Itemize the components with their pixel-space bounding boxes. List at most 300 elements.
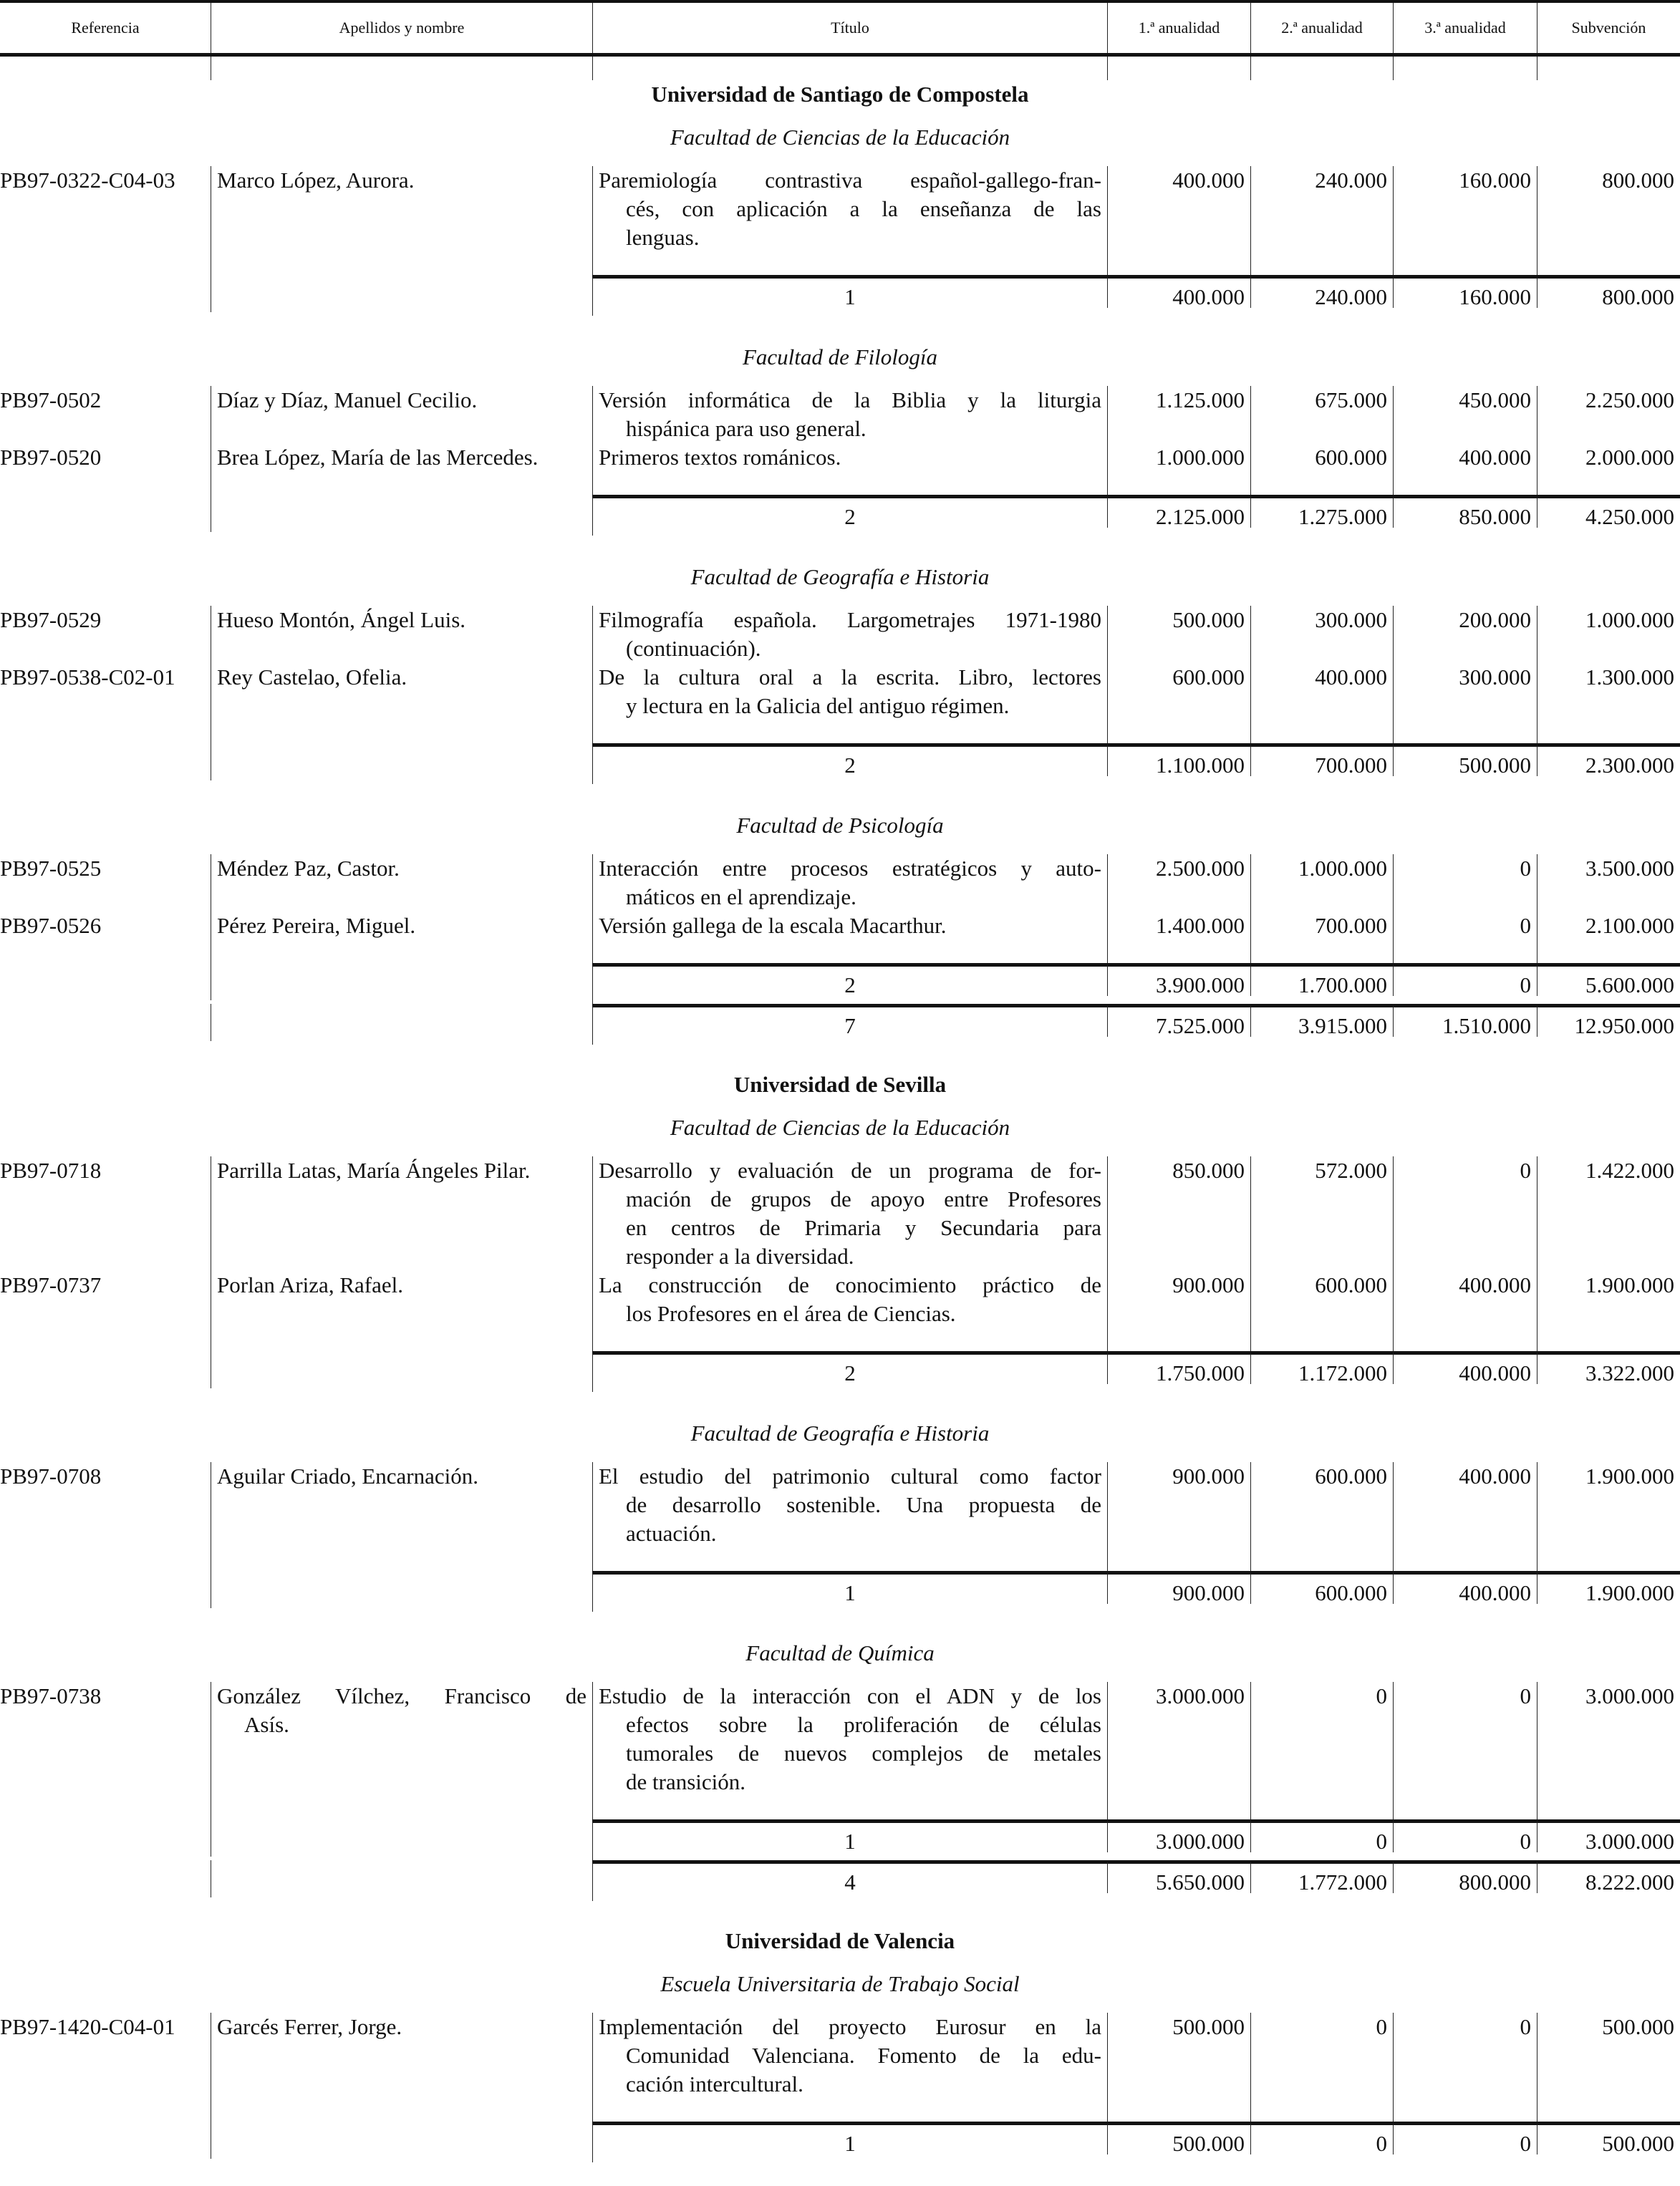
faculty-subtotal-count: 1 <box>592 275 1107 316</box>
empty-cell <box>211 963 592 1000</box>
reference-cell: PB97-0737 <box>0 1272 102 1297</box>
amount-sub: 2.000.000 <box>1537 443 1680 472</box>
name-cell <box>211 663 592 720</box>
faculty-subtotal <box>0 275 1680 316</box>
university-total-a3: 800.000 <box>1393 1860 1537 1893</box>
reference-cell: PB97-0525 <box>0 856 102 881</box>
name-cell <box>211 854 592 911</box>
empty-cell <box>211 720 592 743</box>
university-total-a2: 1.772.000 <box>1250 1860 1393 1893</box>
name-line: Asís. <box>244 1712 289 1737</box>
name-line: Parrilla Latas, María Ángeles Pilar. <box>217 1158 531 1183</box>
empty-cell <box>1250 940 1393 963</box>
title-line: cación intercultural. <box>626 2071 803 2096</box>
faculty-subtotal-a3: 0 <box>1393 2122 1537 2154</box>
empty-cell <box>592 1328 1107 1351</box>
title-line: los Profesores en el área de Ciencias. <box>626 1301 956 1326</box>
header-subvencion: Subvención <box>1537 3 1680 53</box>
title-cell <box>592 386 1107 443</box>
amount-a1: 500.000 <box>1107 2013 1250 2099</box>
faculty-subtotal-count: 2 <box>592 743 1107 784</box>
empty-cell <box>592 2099 1107 2122</box>
title-cell <box>592 854 1107 911</box>
title-cell <box>592 663 1107 720</box>
faculty-subtotal-sub: 2.300.000 <box>1537 743 1680 776</box>
title-line: Filmografía española. Largometrajes 1971-1980 <box>599 607 1101 632</box>
university-total-count: 7 <box>592 1004 1107 1045</box>
amount-a1: 850.000 <box>1107 1156 1250 1271</box>
faculty-subtotal-a1: 500.000 <box>1107 2122 1250 2154</box>
empty-cell <box>1107 2099 1250 2122</box>
name-cell <box>211 911 592 940</box>
table-row <box>0 911 1680 940</box>
empty-cell <box>0 1571 211 1608</box>
table-row <box>0 1156 1680 1271</box>
university-total-sub: 8.222.000 <box>1537 1860 1680 1893</box>
university-total-sub: 12.950.000 <box>1537 1004 1680 1037</box>
title-line: La construcción de conocimiento práctico de <box>599 1272 1101 1297</box>
reference-cell: PB97-0502 <box>0 387 102 412</box>
empty-cell <box>0 472 211 495</box>
reference-cell: PB97-1420-C04-01 <box>0 2014 175 2039</box>
title-line: mación de grupos de apoyo entre Profesores <box>626 1186 1101 1212</box>
university-heading: Universidad de Santiago de Compostela <box>651 82 1029 107</box>
empty-cell <box>0 275 211 312</box>
title-line: tumorales de nuevos complejos de metales <box>626 1741 1101 1766</box>
amount-a3: 0 <box>1393 1156 1537 1271</box>
empty-cell <box>211 1004 592 1041</box>
name-cell <box>211 2013 592 2099</box>
faculty-subtotal <box>0 743 1680 784</box>
faculty-heading: Facultad de Psicología <box>736 813 944 838</box>
name-line: González Vílchez, Francisco de <box>217 1683 586 1708</box>
empty-cell <box>592 940 1107 963</box>
title-line: Desarrollo y evaluación de un programa de for- <box>599 1158 1101 1183</box>
empty-cell <box>211 1548 592 1571</box>
reference-cell: PB97-0538-C02-01 <box>0 664 175 690</box>
faculty-subtotal <box>0 495 1680 536</box>
amount-a2: 1.000.000 <box>1250 854 1393 911</box>
header-spacer <box>0 57 1680 80</box>
university-total-a1: 5.650.000 <box>1107 1860 1250 1893</box>
amount-a3: 200.000 <box>1393 606 1537 663</box>
row-gap <box>0 2099 1680 2122</box>
university-total-a2: 3.915.000 <box>1250 1004 1393 1037</box>
empty-cell <box>0 1548 211 1571</box>
empty-cell <box>1250 1548 1393 1571</box>
faculty-heading: Facultad de Química <box>745 1640 935 1665</box>
empty-cell <box>211 2122 592 2159</box>
faculty-subtotal <box>0 1819 1680 1860</box>
empty-cell <box>1107 472 1250 495</box>
faculty-subtotal-sub: 5.600.000 <box>1537 963 1680 996</box>
empty-cell <box>1537 1796 1680 1819</box>
name-cell <box>211 386 592 443</box>
empty-cell <box>1250 472 1393 495</box>
faculty-subtotal-sub: 3.000.000 <box>1537 1819 1680 1852</box>
amount-sub: 500.000 <box>1537 2013 1680 2099</box>
empty-cell <box>1250 2099 1393 2122</box>
empty-cell <box>0 1004 211 1041</box>
amount-a1: 2.500.000 <box>1107 854 1250 911</box>
faculty-subtotal-a1: 1.100.000 <box>1107 743 1250 776</box>
empty-cell <box>0 1860 211 1897</box>
reference-cell: PB97-0322-C04-03 <box>0 168 175 193</box>
name-line: Méndez Paz, Castor. <box>217 856 400 881</box>
university-total-a3: 1.510.000 <box>1393 1004 1537 1037</box>
amount-a2: 0 <box>1250 1682 1393 1796</box>
title-cell <box>592 1462 1107 1548</box>
faculty-subtotal-a2: 1.172.000 <box>1250 1351 1393 1384</box>
empty-cell <box>1107 1796 1250 1819</box>
empty-cell <box>0 495 211 532</box>
faculty-subtotal-a1: 400.000 <box>1107 275 1250 308</box>
title-line: Comunidad Valenciana. Fomento de la edu- <box>626 2043 1101 2068</box>
header-referencia: Referencia <box>71 19 140 37</box>
amount-a3: 300.000 <box>1393 663 1537 720</box>
empty-cell <box>1107 1548 1250 1571</box>
empty-cell <box>211 275 592 312</box>
header-anualidad-2: 2.ª anualidad <box>1250 3 1393 53</box>
empty-cell <box>211 1328 592 1351</box>
faculty-subtotal-count: 2 <box>592 495 1107 536</box>
title-line: Estudio de la interacción con el ADN y de los <box>599 1683 1101 1708</box>
title-line: Versión gallega de la escala Macarthur. <box>599 913 947 938</box>
empty-cell <box>1393 472 1537 495</box>
title-line: hispánica para uso general. <box>626 416 866 441</box>
table-body <box>0 80 1680 2162</box>
amount-a3: 0 <box>1393 1682 1537 1796</box>
title-line: de transición. <box>626 1769 746 1794</box>
title-cell <box>592 443 1107 472</box>
empty-cell <box>1107 940 1250 963</box>
faculty-subtotal-a3: 500.000 <box>1393 743 1537 776</box>
name-line: Garcés Ferrer, Jorge. <box>217 2014 402 2039</box>
amount-a2: 400.000 <box>1250 663 1393 720</box>
faculty-heading: Facultad de Ciencias de la Educación <box>670 1115 1010 1140</box>
table-row <box>0 386 1680 443</box>
title-line: y lectura en la Galicia del antiguo régimen. <box>626 693 1010 718</box>
amount-a1: 1.000.000 <box>1107 443 1250 472</box>
empty-cell <box>0 1328 211 1351</box>
name-line: Brea López, María de las Mercedes. <box>217 445 539 470</box>
empty-cell <box>211 1860 592 1897</box>
amount-a3: 160.000 <box>1393 166 1537 252</box>
empty-cell <box>592 472 1107 495</box>
amount-a1: 400.000 <box>1107 166 1250 252</box>
empty-cell <box>211 940 592 963</box>
amount-a3: 0 <box>1393 2013 1537 2099</box>
empty-cell <box>592 1548 1107 1571</box>
faculty-subtotal-a2: 600.000 <box>1250 1571 1393 1604</box>
university-heading: Universidad de Valencia <box>725 1928 955 1953</box>
title-line: máticos en el aprendizaje. <box>626 884 856 909</box>
amount-a1: 600.000 <box>1107 663 1250 720</box>
row-gap <box>0 472 1680 495</box>
empty-cell <box>1393 940 1537 963</box>
amount-a2: 0 <box>1250 2013 1393 2099</box>
amount-sub: 1.900.000 <box>1537 1462 1680 1548</box>
faculty-heading: Facultad de Filología <box>742 344 938 369</box>
title-cell <box>592 911 1107 940</box>
title-cell <box>592 1271 1107 1328</box>
faculty-heading: Facultad de Geografía e Historia <box>690 564 990 589</box>
row-gap <box>0 252 1680 275</box>
header-anualidad-1: 1.ª anualidad <box>1107 3 1250 53</box>
row-gap <box>0 1328 1680 1351</box>
empty-cell <box>1537 940 1680 963</box>
amount-sub: 2.250.000 <box>1537 386 1680 443</box>
title-cell <box>592 606 1107 663</box>
amount-a1: 1.400.000 <box>1107 911 1250 940</box>
name-cell <box>211 606 592 663</box>
empty-cell <box>592 720 1107 743</box>
name-cell <box>211 1462 592 1548</box>
faculty-subtotal-a2: 240.000 <box>1250 275 1393 308</box>
amount-sub: 3.500.000 <box>1537 854 1680 911</box>
empty-cell <box>1107 252 1250 275</box>
faculty-subtotal-count: 2 <box>592 963 1107 1004</box>
faculty-subtotal-a1: 900.000 <box>1107 1571 1250 1604</box>
title-line: De la cultura oral a la escrita. Libro, lectores <box>599 664 1101 690</box>
row-gap <box>0 1796 1680 1819</box>
faculty-subtotal <box>0 1351 1680 1392</box>
header-apellidos-nombre: Apellidos y nombre <box>211 3 592 53</box>
empty-cell <box>1250 252 1393 275</box>
empty-cell <box>0 252 211 275</box>
title-line: de desarrollo sostenible. Una propuesta de <box>626 1492 1101 1517</box>
amount-a2: 675.000 <box>1250 386 1393 443</box>
faculty-subtotal-a3: 0 <box>1393 1819 1537 1852</box>
empty-cell <box>211 1796 592 1819</box>
empty-cell <box>211 2099 592 2122</box>
name-cell <box>211 443 592 472</box>
amount-a2: 600.000 <box>1250 1271 1393 1328</box>
empty-cell <box>0 1819 211 1857</box>
reference-cell: PB97-0529 <box>0 607 102 632</box>
name-line: Marco López, Aurora. <box>217 168 415 193</box>
title-line: efectos sobre la proliferación de células <box>626 1712 1101 1737</box>
table-row <box>0 1271 1680 1328</box>
amount-a1: 1.125.000 <box>1107 386 1250 443</box>
amount-sub: 1.000.000 <box>1537 606 1680 663</box>
amount-sub: 2.100.000 <box>1537 911 1680 940</box>
name-line: Díaz y Díaz, Manuel Cecilio. <box>217 387 478 412</box>
faculty-subtotal-a3: 400.000 <box>1393 1571 1537 1604</box>
faculty-heading: Facultad de Geografía e Historia <box>690 1421 990 1446</box>
faculty-subtotal <box>0 1571 1680 1612</box>
amount-sub: 800.000 <box>1537 166 1680 252</box>
row-gap <box>0 940 1680 963</box>
faculty-subtotal-sub: 4.250.000 <box>1537 495 1680 528</box>
empty-cell <box>592 1796 1107 1819</box>
empty-cell <box>211 472 592 495</box>
university-heading: Universidad de Sevilla <box>733 1072 947 1097</box>
empty-cell <box>1393 1328 1537 1351</box>
header-anualidad-3: 3.ª anualidad <box>1393 3 1537 53</box>
faculty-subtotal-a3: 400.000 <box>1393 1351 1537 1384</box>
amount-a2: 572.000 <box>1250 1156 1393 1271</box>
title-line: Primeros textos románicos. <box>599 445 841 470</box>
empty-cell <box>0 963 211 1000</box>
name-line: Pérez Pereira, Miguel. <box>217 913 416 938</box>
table-row <box>0 663 1680 720</box>
title-line: Implementación del proyecto Eurosur en la <box>599 2014 1101 2039</box>
faculty-subtotal-a2: 1.275.000 <box>1250 495 1393 528</box>
empty-cell <box>1250 1328 1393 1351</box>
amount-a2: 600.000 <box>1250 1462 1393 1548</box>
amount-a1: 900.000 <box>1107 1462 1250 1548</box>
faculty-subtotal-count: 1 <box>592 1819 1107 1860</box>
amount-a3: 400.000 <box>1393 443 1537 472</box>
title-line: El estudio del patrimonio cultural como factor <box>599 1464 1101 1489</box>
amount-a1: 900.000 <box>1107 1271 1250 1328</box>
empty-cell <box>592 252 1107 275</box>
university-total-count: 4 <box>592 1860 1107 1901</box>
faculty-subtotal-a2: 0 <box>1250 1819 1393 1852</box>
empty-cell <box>211 1819 592 1857</box>
title-cell <box>592 2013 1107 2099</box>
title-line: lenguas. <box>626 225 700 250</box>
empty-cell <box>0 1351 211 1388</box>
empty-cell <box>211 1351 592 1388</box>
faculty-subtotal-a1: 3.900.000 <box>1107 963 1250 996</box>
faculty-subtotal-sub: 3.322.000 <box>1537 1351 1680 1384</box>
empty-cell <box>1393 1548 1537 1571</box>
name-cell <box>211 1271 592 1328</box>
empty-cell <box>211 495 592 532</box>
empty-cell <box>1537 1328 1680 1351</box>
title-cell <box>592 1682 1107 1796</box>
row-gap <box>0 720 1680 743</box>
empty-cell <box>211 252 592 275</box>
empty-cell <box>211 743 592 780</box>
empty-cell <box>1107 1328 1250 1351</box>
table-row <box>0 854 1680 911</box>
title-line: cés, con aplicación a la enseñanza de las <box>626 196 1101 221</box>
amount-sub: 1.422.000 <box>1537 1156 1680 1271</box>
faculty-subtotal-a3: 0 <box>1393 963 1537 996</box>
university-total-a1: 7.525.000 <box>1107 1004 1250 1037</box>
faculty-subtotal-a1: 2.125.000 <box>1107 495 1250 528</box>
amount-sub: 1.900.000 <box>1537 1271 1680 1328</box>
amount-a3: 0 <box>1393 854 1537 911</box>
faculty-subtotal-a2: 0 <box>1250 2122 1393 2154</box>
empty-cell <box>1250 720 1393 743</box>
title-line: Versión informática de la Biblia y la liturgia <box>599 387 1101 412</box>
university-total <box>0 1004 1680 1045</box>
table-row <box>0 2013 1680 2099</box>
empty-cell <box>0 1796 211 1819</box>
empty-cell <box>1537 472 1680 495</box>
empty-cell <box>1537 252 1680 275</box>
name-cell <box>211 166 592 252</box>
reference-cell: PB97-0738 <box>0 1683 102 1708</box>
table-row <box>0 1462 1680 1548</box>
amount-a1: 500.000 <box>1107 606 1250 663</box>
amount-a3: 450.000 <box>1393 386 1537 443</box>
amount-a2: 240.000 <box>1250 166 1393 252</box>
empty-cell <box>0 2122 211 2159</box>
table-row <box>0 606 1680 663</box>
empty-cell <box>0 2099 211 2122</box>
empty-cell <box>1107 720 1250 743</box>
empty-cell <box>1250 1796 1393 1819</box>
faculty-subtotal-a3: 160.000 <box>1393 275 1537 308</box>
name-cell <box>211 1682 592 1796</box>
title-line: (continuación). <box>626 636 761 661</box>
empty-cell <box>1393 1796 1537 1819</box>
title-line: responder a la diversidad. <box>626 1244 854 1269</box>
title-line: actuación. <box>626 1521 717 1546</box>
name-line: Porlan Ariza, Rafael. <box>217 1272 403 1297</box>
title-cell <box>592 1156 1107 1271</box>
amount-a3: 400.000 <box>1393 1462 1537 1548</box>
faculty-subtotal-a1: 3.000.000 <box>1107 1819 1250 1852</box>
amount-a2: 300.000 <box>1250 606 1393 663</box>
faculty-subtotal-count: 1 <box>592 1571 1107 1612</box>
table-row <box>0 1682 1680 1796</box>
row-gap <box>0 1548 1680 1571</box>
amount-a2: 700.000 <box>1250 911 1393 940</box>
amount-sub: 1.300.000 <box>1537 663 1680 720</box>
empty-cell <box>0 743 211 780</box>
faculty-subtotal-a3: 850.000 <box>1393 495 1537 528</box>
empty-cell <box>1393 252 1537 275</box>
empty-cell <box>0 940 211 963</box>
amount-a2: 600.000 <box>1250 443 1393 472</box>
faculty-subtotal-count: 2 <box>592 1351 1107 1392</box>
title-cell <box>592 166 1107 252</box>
empty-cell <box>0 720 211 743</box>
name-line: Aguilar Criado, Encarnación. <box>217 1464 478 1489</box>
name-cell <box>211 1156 592 1271</box>
empty-cell <box>211 1571 592 1608</box>
name-line: Rey Castelao, Ofelia. <box>217 664 407 690</box>
faculty-subtotal-sub: 500.000 <box>1537 2122 1680 2154</box>
title-line: en centros de Primaria y Secundaria para <box>626 1215 1101 1240</box>
amount-sub: 3.000.000 <box>1537 1682 1680 1796</box>
faculty-subtotal-a2: 700.000 <box>1250 743 1393 776</box>
amount-a3: 0 <box>1393 911 1537 940</box>
faculty-subtotal <box>0 963 1680 1004</box>
faculty-heading: Escuela Universitaria de Trabajo Social <box>660 1971 1020 1996</box>
name-line: Hueso Montón, Ángel Luis. <box>217 607 466 632</box>
reference-cell: PB97-0520 <box>0 445 102 470</box>
faculty-subtotal-a2: 1.700.000 <box>1250 963 1393 996</box>
university-total <box>0 1860 1680 1901</box>
faculty-heading: Facultad de Ciencias de la Educación <box>670 125 1010 150</box>
table-header <box>0 0 1680 57</box>
empty-cell <box>1393 720 1537 743</box>
reference-cell: PB97-0526 <box>0 913 102 938</box>
header-titulo: Título <box>592 3 1107 53</box>
amount-a3: 400.000 <box>1393 1271 1537 1328</box>
table-row <box>0 166 1680 252</box>
empty-cell <box>1537 2099 1680 2122</box>
title-line: Interacción entre procesos estratégicos y auto- <box>599 856 1101 881</box>
amount-a1: 3.000.000 <box>1107 1682 1250 1796</box>
empty-cell <box>1393 2099 1537 2122</box>
faculty-subtotal-sub: 800.000 <box>1537 275 1680 308</box>
faculty-subtotal-a1: 1.750.000 <box>1107 1351 1250 1384</box>
reference-cell: PB97-0708 <box>0 1464 102 1489</box>
table-row <box>0 443 1680 472</box>
faculty-subtotal-count: 1 <box>592 2122 1107 2162</box>
empty-cell <box>1537 720 1680 743</box>
faculty-subtotal-sub: 1.900.000 <box>1537 1571 1680 1604</box>
title-line: Paremiología contrastiva español-gallego-fran- <box>599 168 1101 193</box>
